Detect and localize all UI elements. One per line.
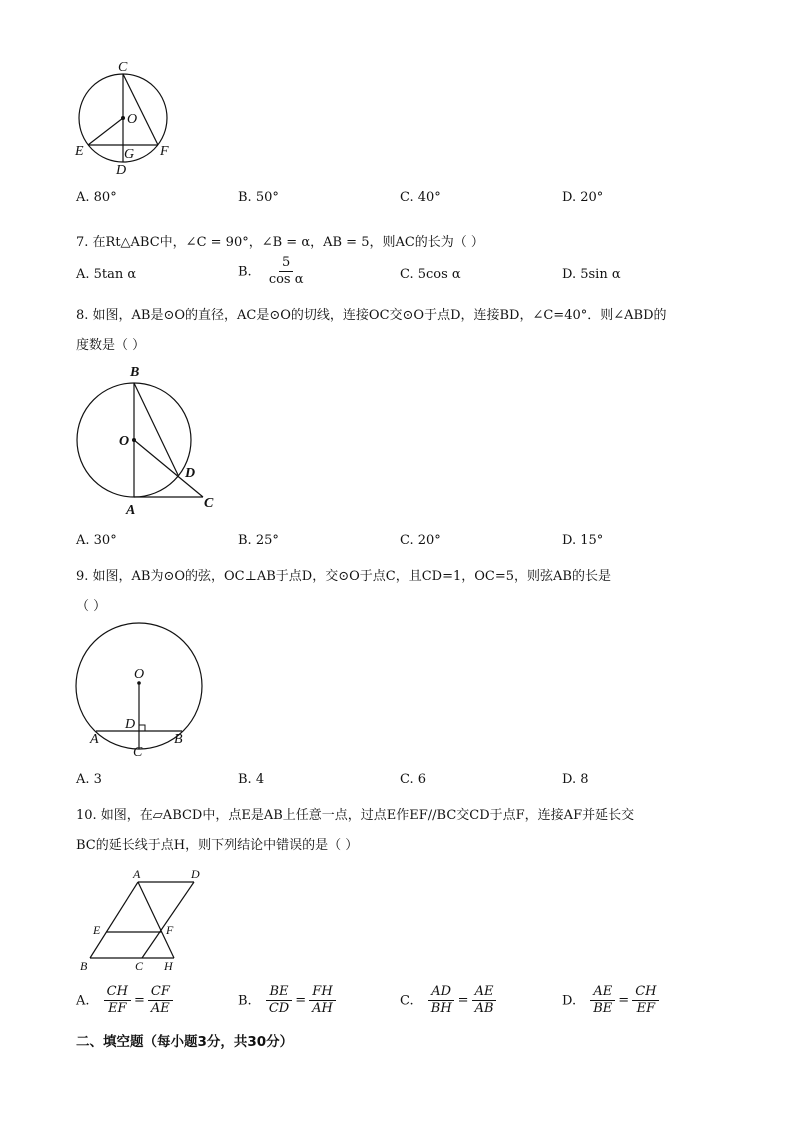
- denominator: CD: [268, 1001, 290, 1017]
- denominator: BE: [593, 1001, 613, 1017]
- q8-text-line2: 度数是（ ）: [76, 338, 146, 353]
- q9-option-a: A. 3: [76, 772, 102, 787]
- label-A: A: [90, 732, 99, 747]
- denominator: EF: [636, 1001, 656, 1017]
- q6-option-d: D. 20°: [562, 190, 604, 205]
- numerator: AD: [428, 985, 454, 1001]
- q7-option-b-fraction: [266, 256, 307, 288]
- q10-text-line1: 10. 如图，在▱ABCD中，点E是AB上任意一点，过点E作EF//BC交CD于点F，连接AF并延长交: [76, 808, 635, 823]
- q7-option-a: A. 5tan α: [76, 267, 137, 282]
- label-E: E: [93, 923, 101, 937]
- numerator: CH: [104, 985, 131, 1001]
- q8-option-d: D. 15°: [562, 533, 604, 548]
- q10-option-d: [562, 985, 659, 1017]
- label-B: B: [130, 365, 140, 380]
- q6-option-b: B. 50°: [238, 190, 279, 205]
- numerator: BE: [266, 985, 291, 1001]
- q10-figure: [72, 862, 222, 977]
- label-A: A: [126, 503, 136, 518]
- label-O: O: [119, 434, 130, 449]
- label-D: D: [185, 466, 196, 481]
- denominator: AH: [312, 1001, 333, 1017]
- option-label: A.: [76, 993, 90, 1009]
- q9-option-b: B. 4: [238, 772, 265, 787]
- q10-option-b: [238, 985, 336, 1017]
- label-C: C: [118, 60, 128, 75]
- equals-sign: =: [295, 993, 307, 1009]
- numerator: CF: [148, 985, 173, 1001]
- numerator: 5: [279, 256, 293, 272]
- q7-option-b-label: B.: [238, 264, 252, 280]
- q10-text-line2: BC的延长线于点H，则下列结论中错误的是（ ）: [76, 838, 359, 853]
- q7-option-d: D. 5sin α: [562, 267, 621, 282]
- q9-figure: [70, 615, 225, 765]
- label-O: O: [127, 112, 138, 127]
- q10-option-c-equation: [418, 985, 497, 1017]
- q8-option-b: B. 25°: [238, 533, 279, 548]
- q8-option-c: C. 20°: [400, 533, 441, 548]
- label-C: C: [204, 496, 214, 511]
- numerator: FH: [309, 985, 335, 1001]
- q10-option-c: [400, 985, 497, 1017]
- section-heading: 二、填空题（每小题3分，共30分）: [76, 1034, 294, 1050]
- label-C: C: [135, 959, 144, 973]
- q8-option-a: A. 30°: [76, 533, 117, 548]
- label-F: F: [166, 923, 174, 937]
- q7-option-c: C. 5cos α: [400, 267, 461, 282]
- label-B: B: [80, 959, 88, 973]
- denominator: BH: [430, 1001, 452, 1017]
- label-G: G: [124, 147, 135, 162]
- q6-figure: [70, 58, 180, 183]
- q7-text: 7. 在Rt△ABC中，∠C = 90°，∠B = α，AB = 5，则AC的长为（ ）: [76, 235, 484, 250]
- equals-sign: =: [457, 993, 469, 1009]
- numerator: CH: [632, 985, 659, 1001]
- label-D: D: [125, 717, 136, 732]
- label-D: D: [191, 867, 200, 881]
- label-E: E: [75, 144, 84, 159]
- q7-option-b: [238, 256, 307, 288]
- label-F: F: [160, 144, 169, 159]
- label-A: A: [133, 867, 141, 881]
- label-C: C: [133, 745, 143, 760]
- denominator: EF: [108, 1001, 127, 1017]
- numerator: AE: [472, 985, 497, 1001]
- numerator: AE: [590, 985, 615, 1001]
- q9-option-c: C. 6: [400, 772, 427, 787]
- option-label: B.: [238, 993, 252, 1009]
- q10-option-a-equation: [94, 985, 173, 1017]
- label-B: B: [174, 732, 183, 747]
- q9-option-d: D. 8: [562, 772, 589, 787]
- option-label: D.: [562, 993, 577, 1009]
- denominator: AE: [150, 1001, 170, 1017]
- q6-option-a: A. 80°: [76, 190, 117, 205]
- q8-figure: [70, 360, 230, 520]
- q10-option-b-equation: [256, 985, 336, 1017]
- q10-option-a: [76, 985, 173, 1017]
- denominator: cos α: [268, 272, 304, 288]
- equals-sign: =: [618, 993, 630, 1009]
- label-O: O: [134, 667, 145, 682]
- q9-text-line2: （ ）: [76, 599, 107, 614]
- equals-sign: =: [133, 993, 145, 1009]
- q9-text-line1: 9. 如图，AB为⊙O的弦，OC⊥AB于点D，交⊙O于点C，且CD=1，OC=5，则弦AB的长是: [76, 569, 611, 584]
- label-H: H: [164, 959, 173, 973]
- q10-option-d-equation: [580, 985, 659, 1017]
- denominator: AB: [474, 1001, 494, 1017]
- q8-text-line1: 8. 如图，AB是⊙O的直径，AC是⊙O的切线，连接OC交⊙O于点D，连接BD，∠C=40°．则∠ABD的: [76, 308, 667, 323]
- q6-option-c: C. 40°: [400, 190, 441, 205]
- option-label: C.: [400, 993, 414, 1009]
- label-D: D: [116, 163, 127, 178]
